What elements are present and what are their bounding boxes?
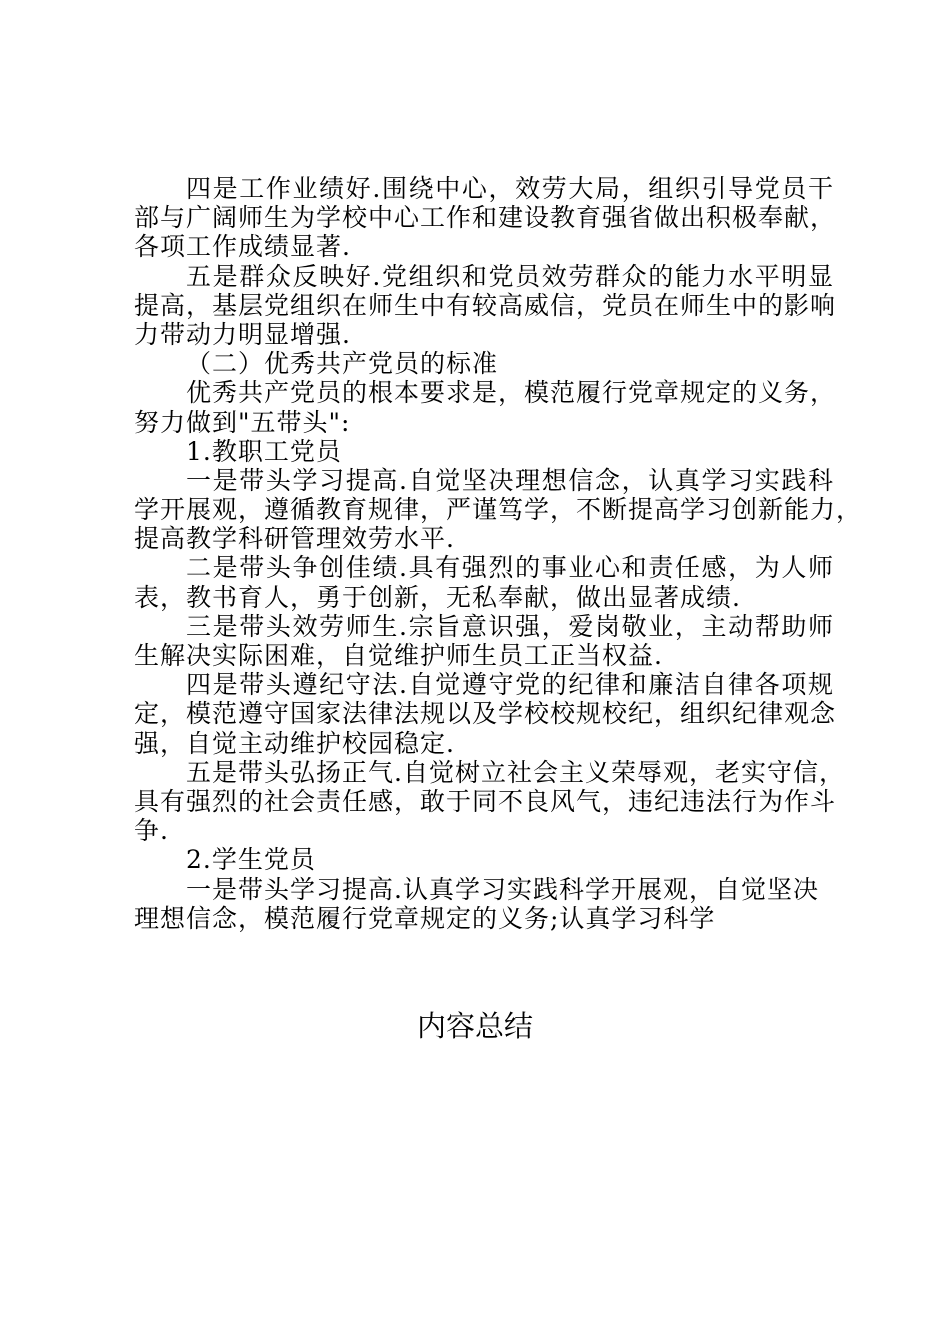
text-line: 一是带头学习提高.自觉坚决理想信念，认真学习实践科 bbox=[186, 465, 834, 495]
subsection-heading: 2.学生党员 bbox=[186, 845, 316, 875]
document-body bbox=[134, 174, 863, 933]
text-line: 四是工作业绩好.围绕中心，效劳大局，组织引导党员干 bbox=[186, 174, 834, 203]
text-line: 力带动力明显增强. bbox=[134, 319, 351, 349]
text-line: 定，模范遵守国家法律法规以及学校校规校纪，组织纪律观念 bbox=[134, 699, 837, 729]
text-line: 五是群众反映好.党组织和党员效劳群众的能力水平明显 bbox=[186, 261, 834, 291]
text-line: 提高教学科研管理效劳水平. bbox=[134, 524, 455, 554]
text-line: 强，自觉主动维护校园稳定. bbox=[134, 728, 455, 758]
text-line: 争. bbox=[134, 816, 169, 846]
subsection-heading: 1.教职工党员 bbox=[186, 436, 342, 466]
text-line: 提高，基层党组织在师生中有较高威信，党员在师生中的影响 bbox=[134, 290, 837, 320]
text-line: 部与广阔师生为学校中心工作和建设教育强省做出积极奉献， bbox=[134, 203, 837, 233]
text-line: 具有强烈的社会责任感，敢于同不良风气，违纪违法行为作斗 bbox=[134, 786, 837, 816]
text-line: 四是带头遵纪守法.自觉遵守党的纪律和廉洁自律各项规 bbox=[186, 670, 834, 700]
text-line: 理想信念，模范履行党章规定的义务;认真学习科学 bbox=[134, 903, 716, 933]
text-line: 学开展观，遵循教育规律，严谨笃学，不断提高学习创新能力， bbox=[134, 495, 863, 525]
text-line: 优秀共产党员的根本要求是，模范履行党章规定的义务， bbox=[186, 378, 837, 408]
section-heading: （二）优秀共产党员的标准 bbox=[186, 349, 499, 379]
text-line: 生解决实际困难，自觉维护师生员工正当权益. bbox=[134, 641, 663, 670]
text-line: 二是带头争创佳绩.具有强烈的事业心和责任感，为人师 bbox=[186, 553, 834, 583]
text-line: 三是带头效劳师生.宗旨意识强，爱岗敬业，主动帮助师 bbox=[186, 611, 834, 641]
text-line: 各项工作成绩显著. bbox=[134, 232, 351, 262]
text-line: 一是带头学习提高.认真学习实践科学开展观，自觉坚决 bbox=[186, 874, 819, 904]
text-line: 努力做到"五带头": bbox=[134, 407, 351, 437]
summary-heading: 内容总结 bbox=[416, 1009, 533, 1043]
text-line: 表，教书育人，勇于创新，无私奉献，做出显著成绩. bbox=[134, 582, 741, 612]
text-line: 五是带头弘扬正气.自觉树立社会主义荣辱观，老实守信， bbox=[186, 757, 845, 787]
